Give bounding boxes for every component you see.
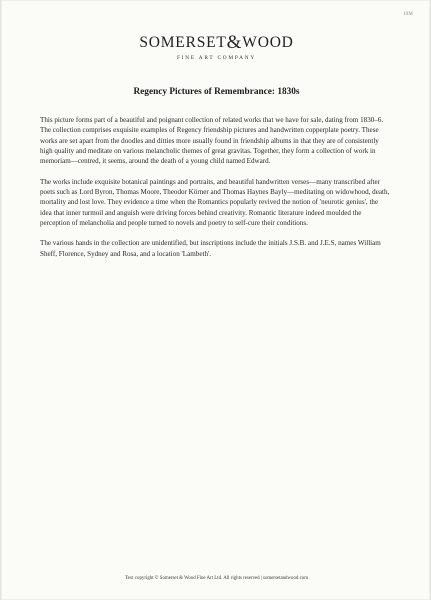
body-paragraph-3: The various hands in the collection are unidentified, but inscriptions include the initials J.S.B. and J.E.S, names William Sheff, Florence, Sydney and Rosa, and a location 'Lambeth'. xyxy=(40,239,381,258)
brand-end-text: WOOD xyxy=(242,34,294,51)
page-number: 10M xyxy=(402,12,413,17)
document-body xyxy=(40,115,390,269)
brand-ampersand: & xyxy=(226,32,243,53)
body-paragraph-2: The works include exquisite botanical paintings and portraits, and beautiful handwritten verses—many transcribed after poets such as Lord Byron, Thomas Moore, Theodor Körner and Thomas Haynes Bayly—meditating on widowhood, death, mortality and lost love. They evidence a time when the Romantics popularly revived the notion of 'neurotic genius', the idea that inner turmoil and anguish were driving forces behind creativity. Romantic literature indeed moulded the perception of melancholia and people turned to novels and poetry to self-cure their conditions. xyxy=(40,177,390,228)
copyright-footer: Text copyright © Somerset & Wood Fine Art Ltd. All rights reserved | somersetandwood.com xyxy=(124,576,309,581)
company-subtitle: FINE ART COMPANY xyxy=(176,55,257,61)
brand-main-text: SOMERSET xyxy=(139,34,227,51)
company-logo-wordmark xyxy=(1,33,431,52)
body-paragraph-1: This picture forms part of a beautiful and poignant collection of related works that we have for sale, dating from 1830–6. The collection comprises exquisite examples of Regency friendship pictures and handwritten copperplate poetry. These works are set apart from the doodles and ditties more usually found in friendship albums in that they are of consistently high quality and meditate on various melancholic themes of great gravitas. Together, they form a collection of work in memoriam—centred, it seems, around the death of a young child named Edward. xyxy=(40,116,384,166)
document-title: Regency Pictures of Remembrance: 1830s xyxy=(133,87,300,97)
company-masthead xyxy=(1,33,431,61)
